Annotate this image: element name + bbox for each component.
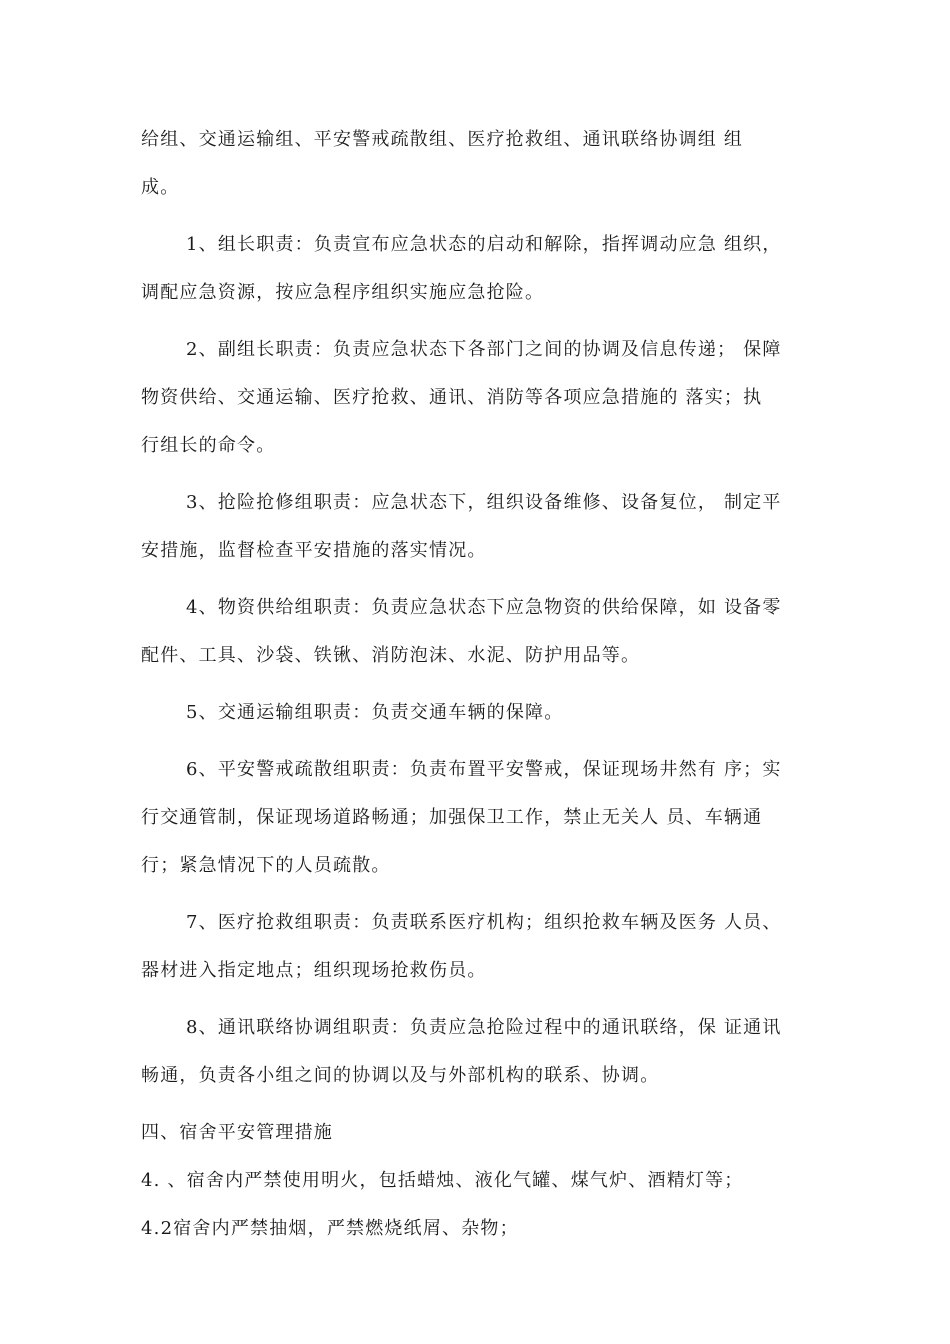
text-line: 四、宿舍平安管理措施 (141, 1122, 333, 1143)
paragraph (141, 1157, 817, 1205)
paragraph (141, 1004, 817, 1100)
text-line: 3、抢险抢修组职责：应急状态下，组织设备维修、设备复位， 制定平 (186, 492, 782, 513)
paragraph (141, 221, 817, 317)
text-line: 4.2宿舍内严禁抽烟，严禁燃烧纸屑、杂物； (141, 1218, 519, 1239)
text-line: 给组、交通运输组、平安警戒疏散组、医疗抢救组、通讯联络协调组 组 (141, 129, 744, 150)
text-line: 成。 (141, 177, 180, 198)
text-line: 4. 、宿舍内严禁使用明火，包括蜡烛、液化气罐、煤气炉、酒精灯等； (141, 1170, 744, 1191)
text-line: 行组长的命令。 (141, 435, 276, 456)
text-line: 配件、工具、沙袋、铁锹、消防泡沫、水泥、防护用品等。 (141, 645, 641, 666)
text-line: 物资供给、交通运输、医疗抢救、通讯、消防等各项应急措施的 落实；执 (141, 387, 763, 408)
text-line: 1、组长职责：负责宣布应急状态的启动和解除，指挥调动应急 组织， (186, 234, 782, 255)
text-line: 行；紧急情况下的人员疏散。 (141, 855, 391, 876)
text-line: 安措施，监督检查平安措施的落实情况。 (141, 540, 487, 561)
paragraph (141, 1109, 817, 1157)
paragraph (141, 116, 817, 212)
text-line: 行交通管制，保证现场道路畅通；加强保卫工作，禁止无关人 员、车辆通 (141, 807, 763, 828)
text-line: 调配应急资源，按应急程序组织实施应急抢险。 (141, 282, 545, 303)
text-line: 8、通讯联络协调组职责：负责应急抢险过程中的通讯联络，保 证通讯 (186, 1017, 782, 1038)
paragraph (141, 1205, 817, 1253)
text-line: 6、平安警戒疏散组职责：负责布置平安警戒，保证现场井然有 序；实 (186, 759, 782, 780)
document-body (141, 116, 817, 1253)
text-line: 畅通，负责各小组之间的协调以及与外部机构的联系、协调。 (141, 1065, 660, 1086)
text-line: 2、副组长职责：负责应急状态下各部门之间的协调及信息传递； 保障 (186, 339, 782, 360)
paragraph (141, 746, 817, 890)
paragraph (141, 899, 817, 995)
text-line: 5、交通运输组职责：负责交通车辆的保障。 (186, 702, 564, 723)
text-line: 7、医疗抢救组职责：负责联系医疗机构；组织抢救车辆及医务 人员、 (186, 912, 782, 933)
paragraph (141, 584, 817, 680)
text-line: 器材进入指定地点；组织现场抢救伤员。 (141, 960, 487, 981)
paragraph (141, 479, 817, 575)
text-line: 4、物资供给组职责：负责应急状态下应急物资的供给保障，如 设备零 (186, 597, 782, 618)
paragraph (141, 689, 817, 737)
paragraph (141, 326, 817, 470)
